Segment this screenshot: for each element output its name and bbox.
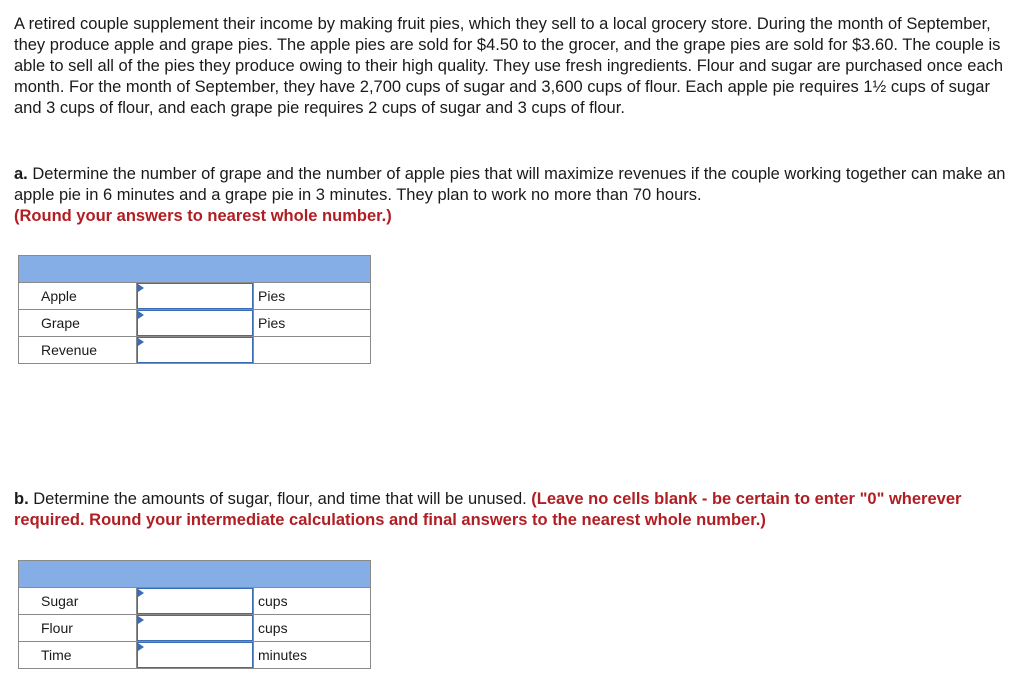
part-a-instruction: (Round your answers to nearest whole number.)	[14, 207, 392, 225]
table-header	[19, 561, 371, 588]
table-row	[19, 642, 371, 669]
input-marker-icon	[138, 311, 144, 319]
row-unit-apple: Pies	[254, 283, 371, 310]
row-label-revenue: Revenue	[19, 337, 137, 364]
row-unit-revenue	[254, 337, 371, 364]
table-row	[19, 337, 371, 364]
row-label-flour: Flour	[19, 615, 137, 642]
part-a-label: a.	[14, 165, 28, 183]
apple-input-cell[interactable]	[137, 283, 254, 310]
time-unused-input[interactable]	[137, 642, 253, 668]
revenue-input[interactable]	[137, 337, 253, 363]
flour-input-cell[interactable]	[137, 615, 254, 642]
part-b-question	[14, 489, 1014, 531]
table-row	[19, 588, 371, 615]
row-unit-flour: cups	[254, 615, 371, 642]
input-marker-icon	[138, 616, 144, 624]
flour-unused-input[interactable]	[137, 615, 253, 641]
part-b-instruction: (Leave no cells blank - be certain to enter "0" wherever required. Round your intermediate calculations and final answers to the nearest whole number.)	[14, 490, 962, 529]
part-a-text: Determine the number of grape and the number of apple pies that will maximize revenues if the couple working together can make an apple pie in 6 minutes and a grape pie in 3 minutes. They plan to work no more than 70 hours.	[14, 165, 1006, 204]
row-label-sugar: Sugar	[19, 588, 137, 615]
part-b-label: b.	[14, 490, 29, 508]
part-a-answer-table	[18, 255, 371, 364]
row-unit-sugar: cups	[254, 588, 371, 615]
sugar-input-cell[interactable]	[137, 588, 254, 615]
table-row	[19, 310, 371, 337]
problem-statement	[14, 14, 1014, 144]
table-row	[19, 615, 371, 642]
time-input-cell[interactable]	[137, 642, 254, 669]
row-label-time: Time	[19, 642, 137, 669]
row-label-apple: Apple	[19, 283, 137, 310]
part-b-text: Determine the amounts of sugar, flour, and time that will be unused.	[28, 490, 532, 508]
row-unit-time: minutes	[254, 642, 371, 669]
intro-paragraph: A retired couple supplement their income by making fruit pies, which they sell to a local grocery store. During the month of September, they produce apple and grape pies. The apple pies are sold for $4.50 to the grocer, and the grape pies are sold for $3.60. The couple is able to sell all of the pies they produce owing to their high quality. They use fresh ingredients. Flour and sugar are purchased once each month. For the month of September, they have 2,700 cups of sugar and 3,600 cups of flour. Each apple pie requires 1½ cups of sugar and 3 cups of flour, and each grape pie requires 2 cups of sugar and 3 cups of flour.	[14, 15, 1004, 117]
grape-pies-input[interactable]	[137, 310, 253, 336]
row-label-grape: Grape	[19, 310, 137, 337]
input-marker-icon	[138, 338, 144, 346]
revenue-input-cell[interactable]	[137, 337, 254, 364]
apple-pies-input[interactable]	[137, 283, 253, 309]
input-marker-icon	[138, 643, 144, 651]
table-header-row	[19, 561, 371, 588]
table-header-row	[19, 256, 371, 283]
input-marker-icon	[138, 284, 144, 292]
row-unit-grape: Pies	[254, 310, 371, 337]
table-row	[19, 283, 371, 310]
input-marker-icon	[138, 589, 144, 597]
sugar-unused-input[interactable]	[137, 588, 253, 614]
table-header	[19, 256, 371, 283]
part-a-question	[14, 164, 1014, 227]
grape-input-cell[interactable]	[137, 310, 254, 337]
part-b-answer-table	[18, 560, 371, 669]
